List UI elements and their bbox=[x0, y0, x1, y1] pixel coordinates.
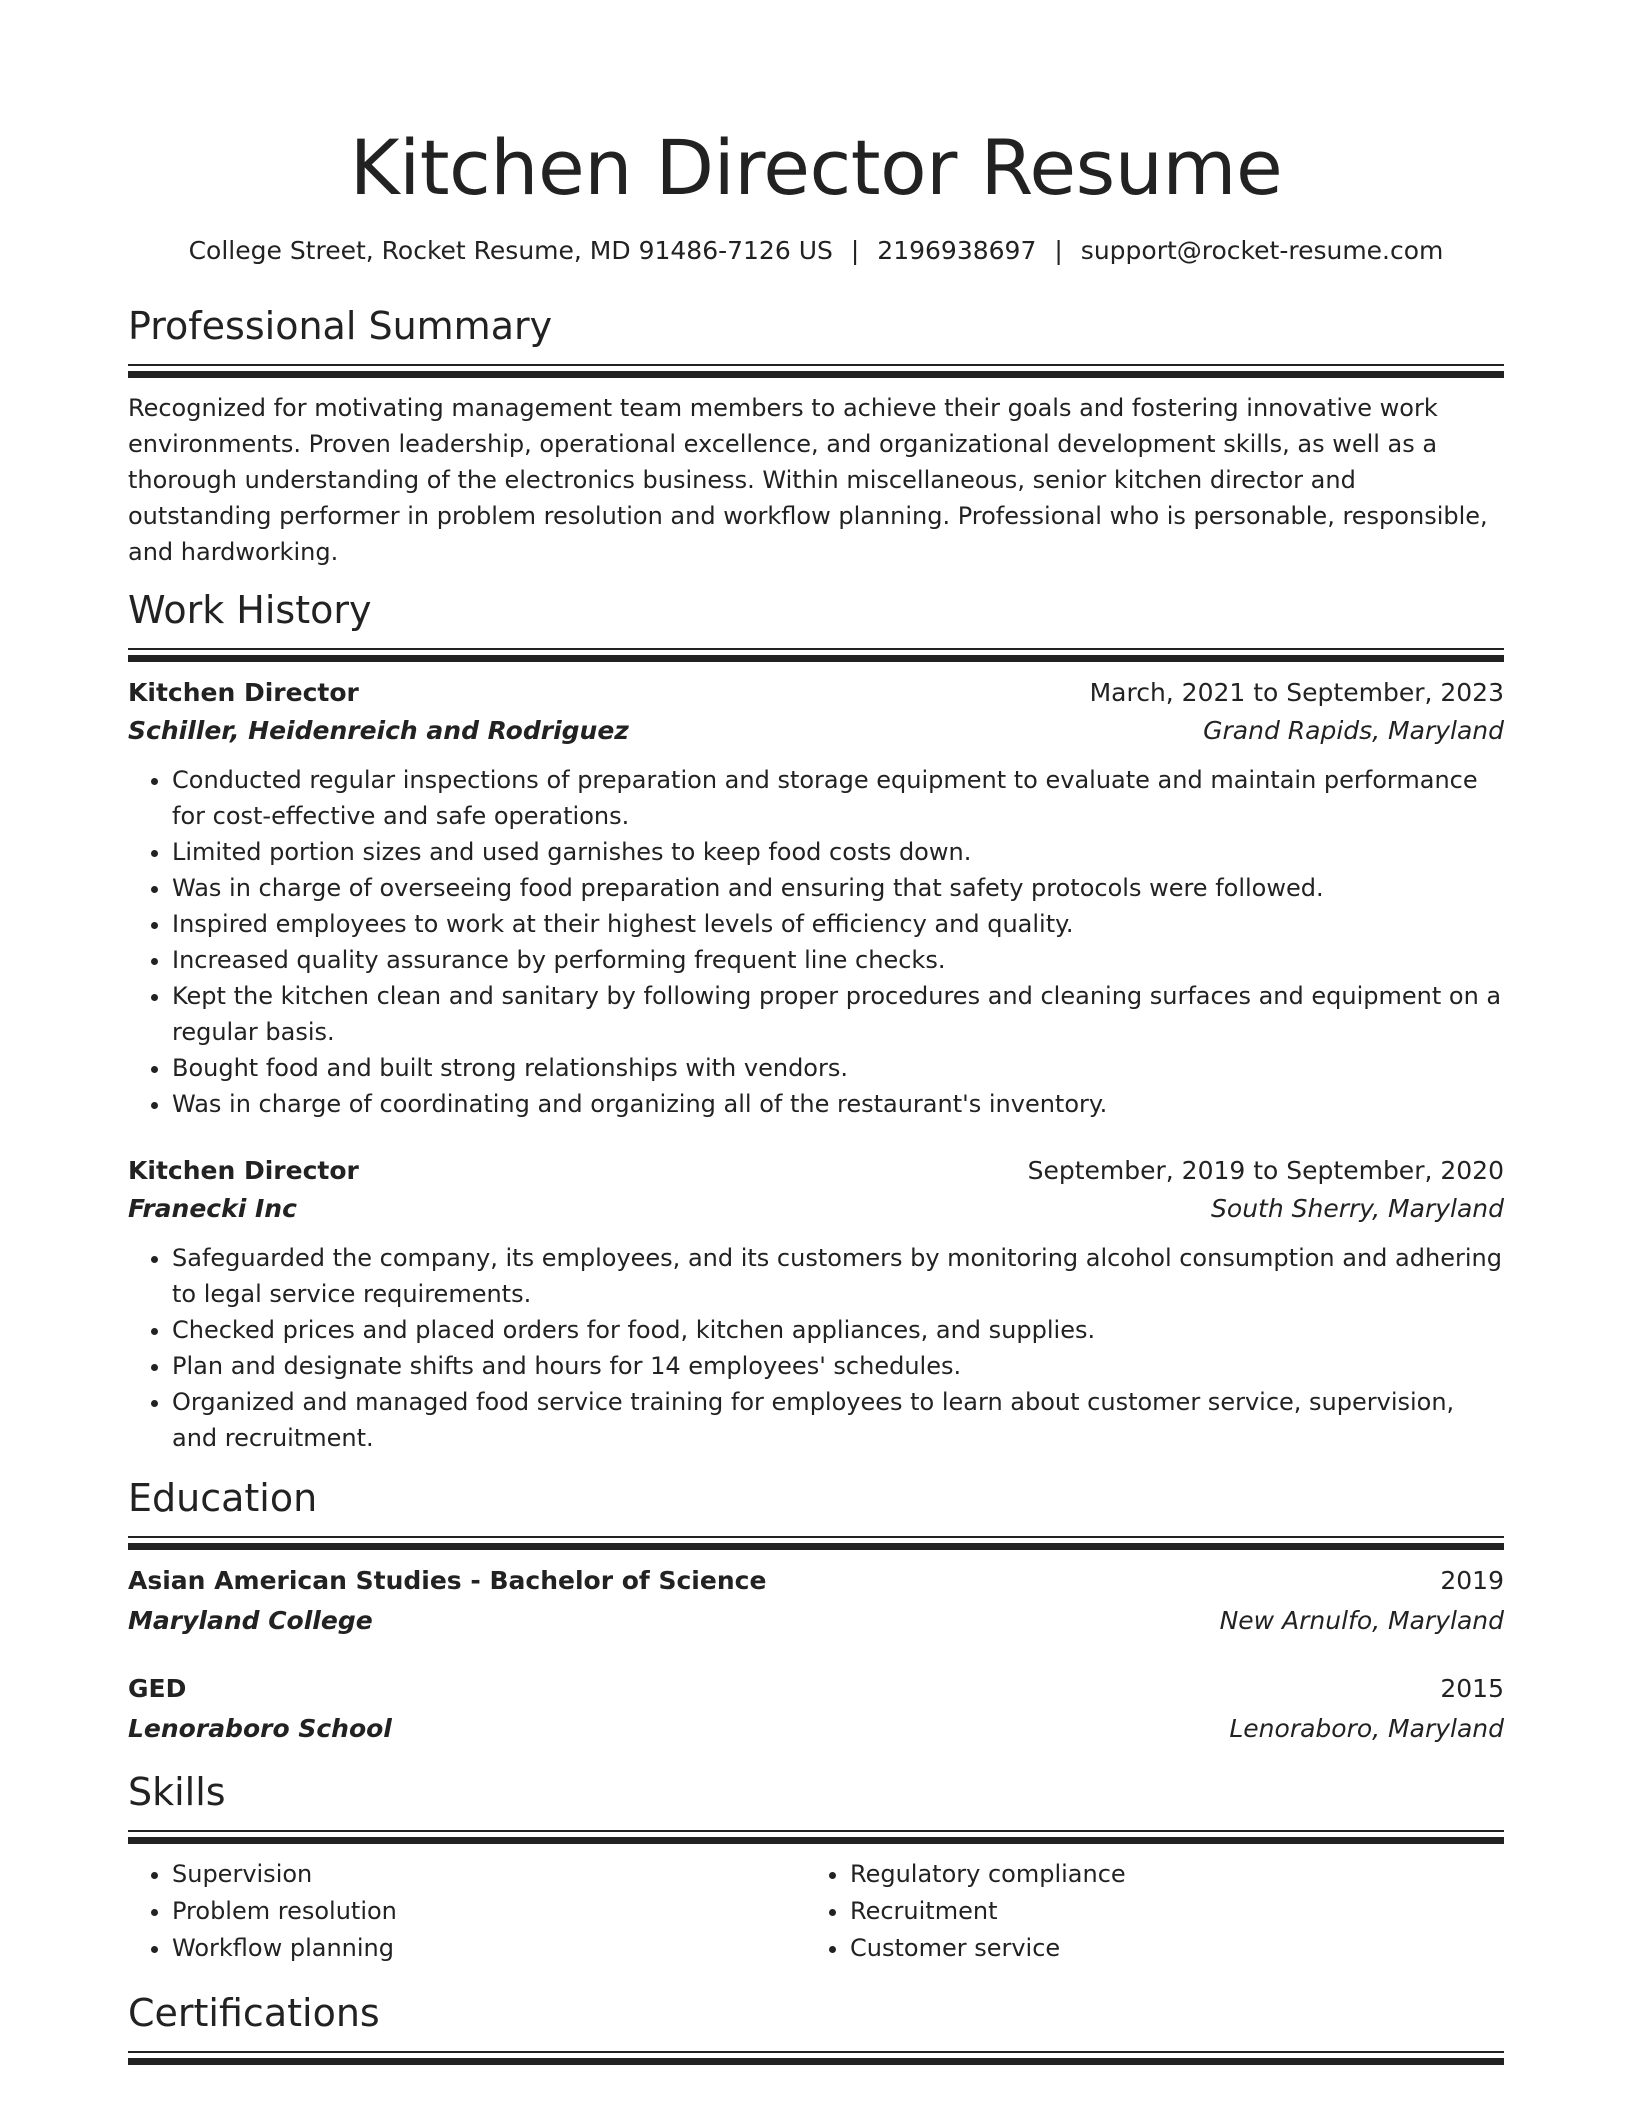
section-divider bbox=[128, 2051, 1504, 2067]
list-item: • Checked prices and placed orders for food, kitchen appliances, and supplies. bbox=[172, 1312, 1504, 1348]
list-item: • Was in charge of coordinating and organizing all of the restaurant's inventory. bbox=[172, 1086, 1504, 1122]
skills-list-right bbox=[806, 1856, 1484, 1967]
job-entry bbox=[128, 674, 1504, 1122]
skill-item: • Regulatory compliance bbox=[850, 1856, 1484, 1893]
job-bullets bbox=[128, 762, 1504, 1122]
section-divider bbox=[128, 1536, 1504, 1552]
list-item: • Kept the kitchen clean and sanitary by following proper procedures and cleaning surfaces and equipment on a regular basis. bbox=[172, 978, 1504, 1050]
job-dates: September, 2019 to September, 2020 bbox=[1027, 1156, 1504, 1185]
summary-text: Recognized for motivating management team members to achieve their goals and fostering innovative work environments. Proven leadership, operational excellence, and organizational development skills, as well as a thorough understanding of the electronics business. Within miscellaneous, senior kitchen director and outstanding performer in problem resolution and workflow planning. Professional who is personable, responsible, and hardworking. bbox=[128, 394, 1488, 566]
job-location: Grand Rapids, Maryland bbox=[1203, 716, 1504, 745]
skills-heading: Skills bbox=[128, 1770, 226, 1814]
education-school: Maryland College bbox=[128, 1606, 373, 1635]
summary-section bbox=[128, 302, 1504, 570]
education-degree: GED bbox=[128, 1674, 187, 1703]
skill-item: • Recruitment bbox=[850, 1893, 1484, 1930]
skills-columns bbox=[128, 1856, 1504, 1967]
list-item: • Increased quality assurance by performing frequent line checks. bbox=[172, 942, 1504, 978]
education-year: 2015 bbox=[1440, 1674, 1504, 1703]
job-location: South Sherry, Maryland bbox=[1211, 1194, 1504, 1223]
education-location: Lenoraboro, Maryland bbox=[1229, 1714, 1504, 1743]
education-entry bbox=[128, 1562, 1504, 1640]
resume-page bbox=[128, 0, 1504, 2067]
job-bullets bbox=[128, 1240, 1504, 1456]
certifications-heading: Certifications bbox=[128, 1991, 380, 2035]
skill-item: • Customer service bbox=[850, 1930, 1484, 1967]
list-item: • Limited portion sizes and used garnishes to keep food costs down. bbox=[172, 834, 1504, 870]
work-heading: Work History bbox=[128, 588, 372, 632]
job-role: Kitchen Director bbox=[128, 678, 359, 707]
list-item: • Was in charge of overseeing food preparation and ensuring that safety protocols were followed. bbox=[172, 870, 1504, 906]
contact-separator: | bbox=[1054, 236, 1063, 265]
job-company: Schiller, Heidenreich and Rodriguez bbox=[128, 716, 629, 745]
job-dates: March, 2021 to September, 2023 bbox=[1089, 678, 1504, 707]
section-divider bbox=[128, 1830, 1504, 1846]
list-item: • Plan and designate shifts and hours for 14 employees' schedules. bbox=[172, 1348, 1504, 1384]
skills-section bbox=[128, 1768, 1504, 1967]
list-item: • Bought food and built strong relationships with vendors. bbox=[172, 1050, 1504, 1086]
contact-line bbox=[128, 234, 1504, 268]
job-role: Kitchen Director bbox=[128, 1156, 359, 1185]
list-item: • Inspired employees to work at their highest levels of efficiency and quality. bbox=[172, 906, 1504, 942]
contact-address: College Street, Rocket Resume, MD 91486-7126 US bbox=[188, 236, 833, 265]
contact-separator: | bbox=[850, 236, 860, 265]
list-item: • Conducted regular inspections of preparation and storage equipment to evaluate and maintain performance for cost-effective and safe operations. bbox=[172, 762, 1504, 834]
education-heading: Education bbox=[128, 1476, 318, 1520]
skill-item: • Supervision bbox=[172, 1856, 806, 1893]
list-item: • Safeguarded the company, its employees, and its customers by monitoring alcohol consumption and adhering to legal service requirements. bbox=[172, 1240, 1504, 1312]
education-degree: Asian American Studies - Bachelor of Science bbox=[128, 1566, 767, 1595]
education-year: 2019 bbox=[1440, 1566, 1504, 1595]
job-company: Franecki Inc bbox=[128, 1194, 297, 1223]
job-entry bbox=[128, 1152, 1504, 1456]
list-item: • Organized and managed food service training for employees to learn about customer service, supervision, and recruitment. bbox=[172, 1384, 1504, 1456]
contact-email: support@rocket-resume.com bbox=[1080, 236, 1444, 265]
section-divider bbox=[128, 648, 1504, 664]
certifications-section bbox=[128, 1989, 1504, 2067]
work-section bbox=[128, 586, 1504, 1456]
summary-heading: Professional Summary bbox=[128, 304, 553, 348]
education-school: Lenoraboro School bbox=[128, 1714, 392, 1743]
contact-phone: 2196938697 bbox=[877, 236, 1037, 265]
education-entry bbox=[128, 1670, 1504, 1748]
skill-item: • Problem resolution bbox=[172, 1893, 806, 1930]
education-section bbox=[128, 1474, 1504, 1748]
resume-title: Kitchen Director Resume bbox=[349, 123, 1283, 212]
skill-item: • Workflow planning bbox=[172, 1930, 806, 1967]
skills-list-left bbox=[128, 1856, 806, 1967]
education-location: New Arnulfo, Maryland bbox=[1219, 1606, 1504, 1635]
section-divider bbox=[128, 364, 1504, 380]
